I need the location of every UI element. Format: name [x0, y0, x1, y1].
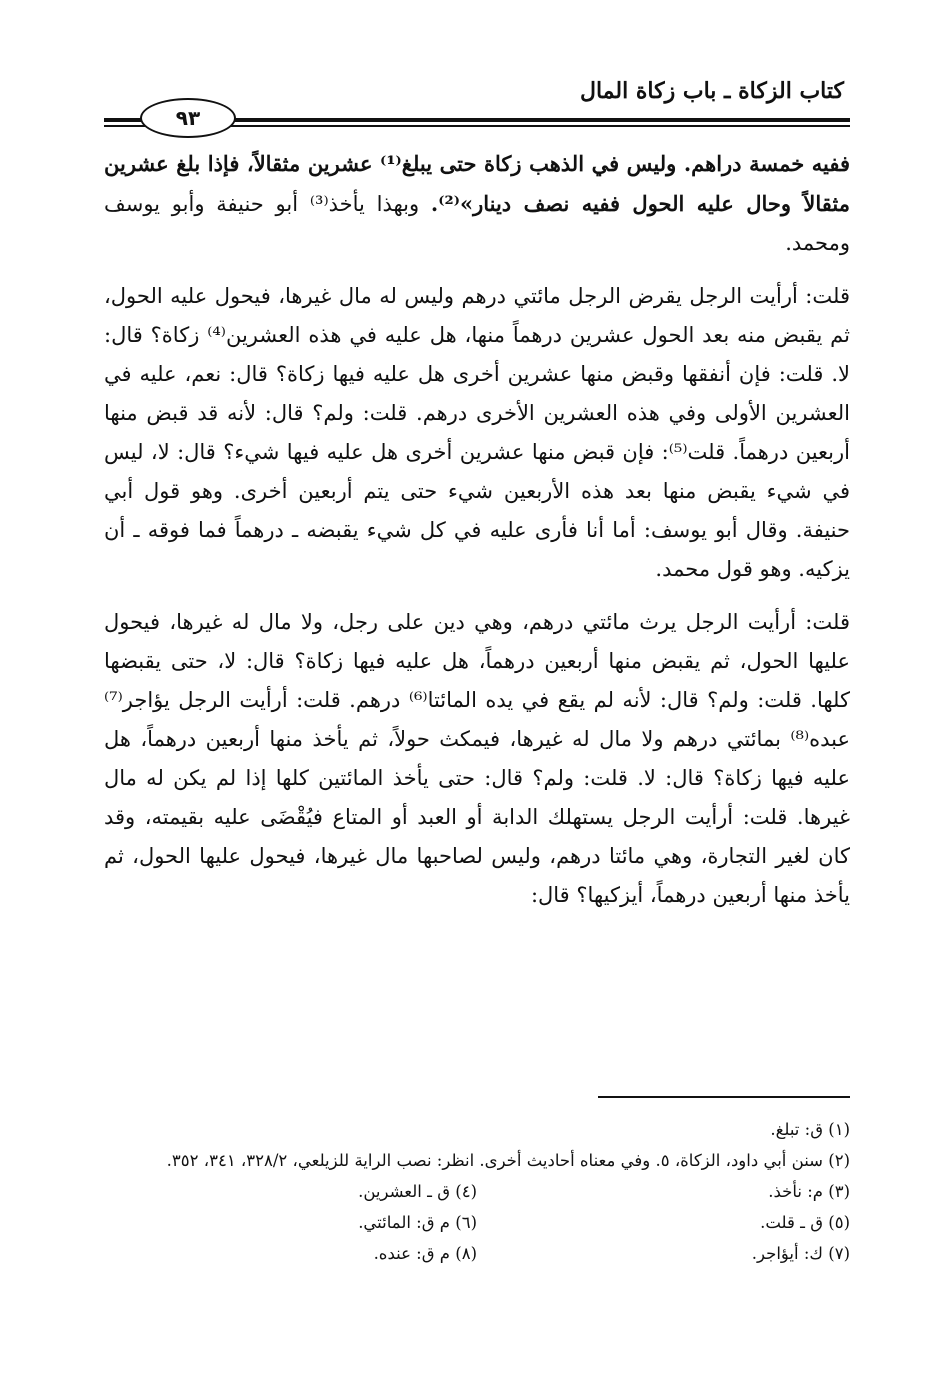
- main-text: [104, 144, 850, 929]
- running-title: كتاب الزكاة ـ باب زكاة المال: [579, 78, 844, 104]
- hadith-quote: ففيه خمسة دراهم. وليس في الذهب زكاة حتى يبلغ⁽¹⁾ عشرين مثقالاً، فإذا بلغ عشرين مثقالاً وحال عليه الحول ففيه نصف دينار»⁽²⁾.: [104, 151, 850, 216]
- footnote-5: (٥) ق ـ قلت.: [760, 1213, 850, 1232]
- footnote-7: (٧) ك: أيؤاجر.: [751, 1244, 850, 1263]
- page-number: ٩٣: [140, 98, 236, 138]
- footnote-separator: [598, 1096, 850, 1098]
- footnote-2: (٢) سنن أبي داود، الزكاة، ٥. وفي معناه أحاديث أخرى. انظر: نصب الراية للزيلعي، ٣٢٨/٢، ٣٤١، ٣٥٢.: [166, 1151, 850, 1170]
- footnote-1: (١) ق: تبلغ.: [770, 1120, 850, 1139]
- footnote-8: (٨) م ق: عنده.: [373, 1244, 477, 1263]
- footnotes: [104, 1114, 850, 1269]
- paragraph-3: قلت: أرأيت الرجل يرث مائتي درهم، وهي دين على رجل، ولا مال له غيرها، فيحول عليها الحول، ثم يقبض منها أربعين درهماً، هل عليه فيها زكاة؟ قال: لا، حتى يقبضها كلها. قلت: ولم؟ قال: لأنه لم يقع في يده المائتا⁽⁶⁾ درهم. قلت: أرأيت الرجل يؤاجر⁽⁷⁾ عبده⁽⁸⁾ بمائتي درهم ولا مال له غيرها، فيمكث حولاً، ثم يأخذ منها أربعين درهماً، هل عليه فيها زكاة؟ قال: لا. قلت: ولم؟ قال: حتى يأخذ المائتين كلها إذا لم يكن له مال غيرها. قلت: أرأيت الرجل يستهلك الدابة أو العبد أو المتاع فيُقْضَى عليه بقيمته، وقد كان لغير التجارة، وهي مائتا درهم، وليس لصاحبها مال غيرها، فيحول عليها الحول، ثم يأخذ منها أربعين درهماً، أيزكيها؟ قال:: [104, 610, 850, 907]
- footnote-6: (٦) م ق: المائتي.: [358, 1213, 477, 1232]
- footnote-3: (٣) م: نأخذ.: [768, 1182, 850, 1201]
- paragraph-2: قلت: أرأيت الرجل يقرض الرجل مائتي درهم وليس له مال غيرها، فيحول عليه الحول، ثم يقبض منه بعد الحول عشرين درهماً منها، هل عليه في هذه العشرين⁽⁴⁾ زكاة؟ قال: لا. قلت: فإن أنفقها وقبض منها عشرين أخرى هل عليه فيها زكاة؟ قال: نعم، عليه في العشرين الأولى وفي هذه العشرين الأخرى درهم. قلت: ولم؟ قال: لأنه قد قبض منها أربعين درهماً. قلت⁽⁵⁾: فإن قبض منها عشرين أخرى هل عليه فيها شيء؟ قال: لا، ليس في شيء يقبض منها بعد هذه الأربعين شيء حتى يتم أربعين أخرى. وهو قول أبي حنيفة. وقال أبو يوسف: أما أنا فأرى عليه في كل شيء يقبضه ـ درهماً فما فوقه ـ أن يزكيه. وهو قول محمد.: [104, 284, 851, 581]
- paragraph-1: [104, 144, 850, 263]
- paragraph-1-tail: وبهذا يأخذ⁽³⁾ أبو حنيفة وأبو يوسف ومحمد.: [104, 192, 850, 255]
- footnote-4: (٤) ق ـ العشرين.: [358, 1182, 477, 1201]
